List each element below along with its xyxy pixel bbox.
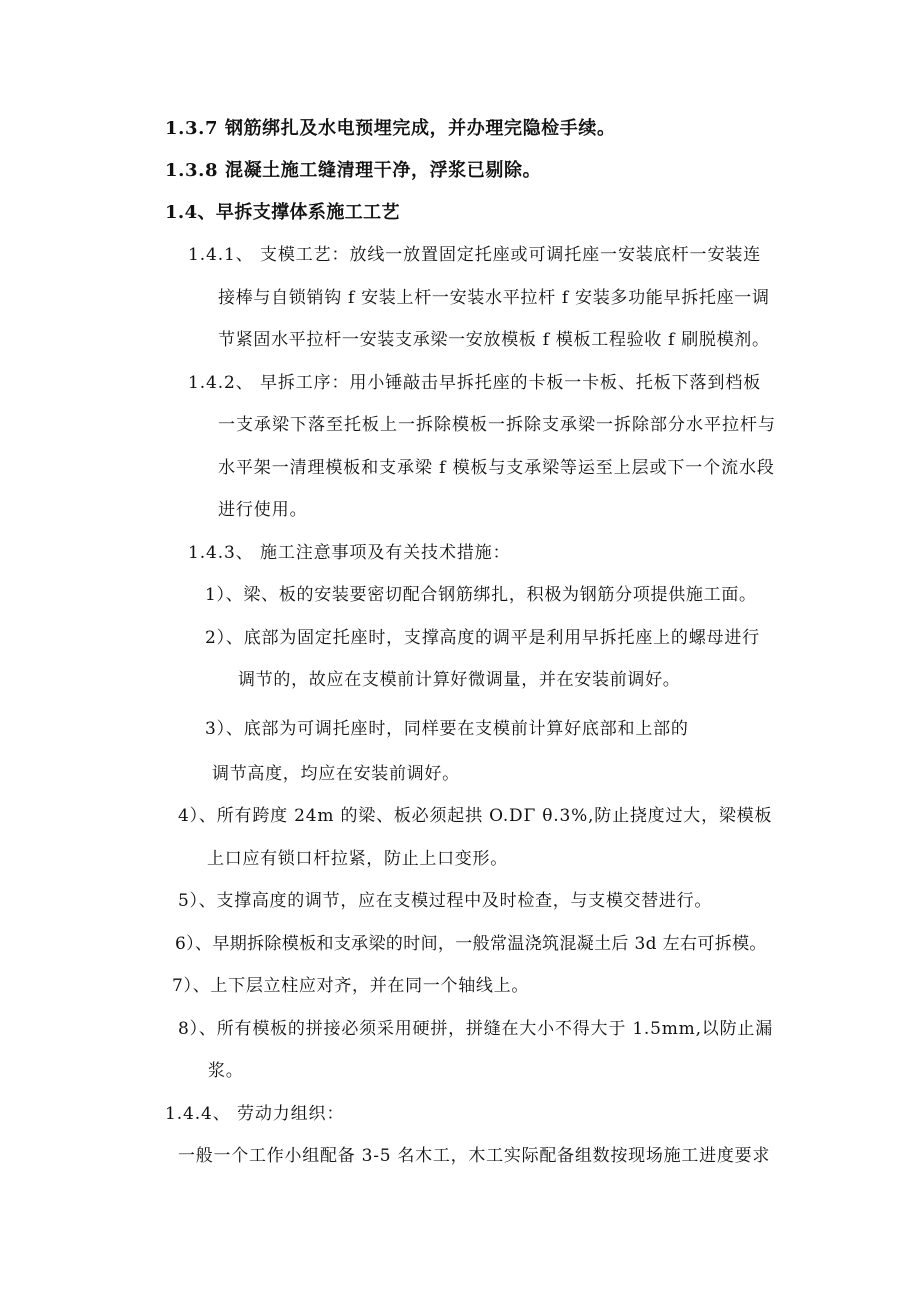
paragraph-line: 一支承梁下落至托板上一拆除模板一拆除支承梁一拆除部分水平拉杆与 (218, 415, 776, 435)
list-item-1: 1）、梁、板的安装要密切配合钢筋绑扎，积极为钢筋分项提供施工面。 (205, 585, 757, 605)
paragraph-line: 进行使用。 (218, 500, 308, 520)
item-1-3-8: 1.3.8 混凝土施工缝清理干净，浮浆已剔除。 (165, 160, 542, 181)
item-1-4-2: 1.4.2、 早拆工序：用小锤敲击早拆托座的卡板一卡板、托板下落到档板 (188, 373, 762, 393)
list-item-5: 5）、支撑高度的调节，应在支模过程中及时检查，与支模交替进行。 (178, 891, 713, 911)
section-heading-1-4: 1.4、早拆支撑体系施工工艺 (165, 202, 400, 223)
list-item-3: 3）、底部为可调托座时，同样要在支模前计算好底部和上部的 (205, 719, 689, 739)
list-item-8-continued: 浆。 (208, 1061, 244, 1081)
paragraph-line: 水平架一清理模板和支承梁 f 模板与支承梁等运至上层或下一个流水段 (218, 458, 775, 478)
list-item-3-continued: 调节高度，均应在安装前调好。 (212, 764, 460, 784)
list-item-7: 7）、上下层立柱应对齐，并在同一个轴线上。 (172, 976, 530, 996)
list-item-4: 4）、所有跨度 24m 的梁、板必须起拱 O.DΓ θ.3%,防止挠度过大，梁模板 (178, 806, 773, 826)
paragraph-line: 接棒与自锁销钩 f 安装上杆一安装水平拉杆 f 安装多功能早拆托座一调 (218, 288, 770, 308)
item-1-3-7: 1.3.7 钢筋绑扎及水电预埋完成，并办理完隐检手续。 (165, 118, 616, 139)
list-item-8: 8）、所有模板的拼接必须采用硬拼，拼缝在大小不得大于 1.5mm,以防止漏 (178, 1019, 773, 1039)
item-1-4-1: 1.4.1、 支模工艺：放线一放置固定托座或可调托座一安装底杆一安装连 (188, 245, 762, 265)
item-1-4-3: 1.4.3、 施工注意事项及有关技术措施： (188, 543, 511, 563)
list-item-4-continued: 上口应有锁口杆拉紧，防止上口变形。 (207, 849, 508, 869)
list-item-2: 2）、底部为固定托座时，支撑高度的调平是利用早拆托座上的螺母进行 (205, 628, 760, 648)
list-item-2-continued: 调节的，故应在支模前计算好微调量，并在安装前调好。 (238, 670, 681, 690)
item-1-4-4: 1.4.4、 劳动力组织： (165, 1104, 345, 1124)
paragraph-line: 一般一个工作小组配备 3-5 名木工，木工实际配备组数按现场施工进度要求 (178, 1146, 771, 1166)
paragraph-line: 节紧固水平拉杆一安装支承梁一安放模板 f 模板工程验收 f 刷脱模剂。 (218, 330, 770, 350)
list-item-6: 6）、早期拆除模板和支承梁的时间，一般常温浇筑混凝土后 3d 左右可拆模。 (175, 934, 767, 954)
